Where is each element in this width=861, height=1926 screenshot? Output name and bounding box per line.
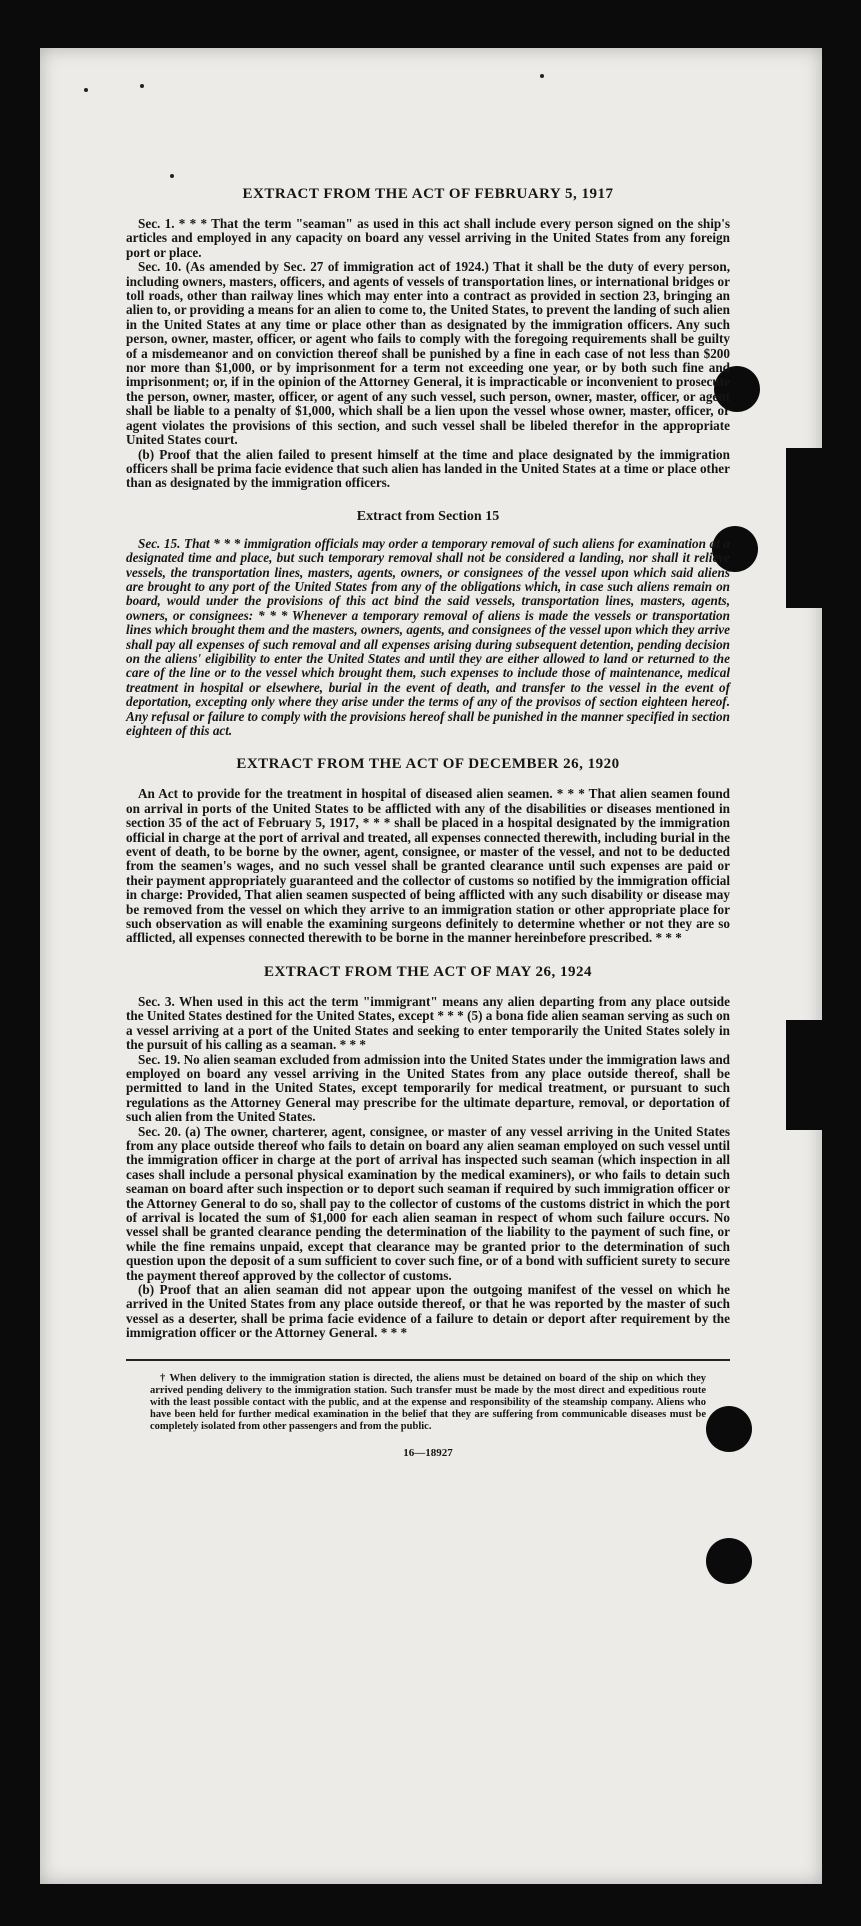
section-paragraph: (b) Proof that an alien seaman did not appear upon the outgoing manifest of the vessel on which he arrived in the United States from any place outside thereof, or that he was reported by the master of such vessel as a deserter, shall be prima facie evidence of a failure to detain or deport after requirement by the immigration officer or the Attorney General. * * * (126, 1282, 730, 1341)
section-paragraph: Sec. 15. That * * * immigration officials may order a temporary removal of such aliens for examination at a designated time and place, but such temporary removal shall not be considered a landing, nor shall it relieve vessels, the transportation lines, masters, agents, owners, or consignees of the vessel upon which said aliens are brought to any port of the United States from any of the obligations which, in case such aliens remain on board, would under the provisions of this act bind the said vessels, transportation lines, masters, agents, owners, or consignees: * * * Whenever a temporary removal of aliens is made the vessels or transportation lines which brought them and the masters, owners, agents, and consignees of the vessel upon which they arrive shall pay all expenses of such removal and all expenses arising during subsequent detention, pending decision on the aliens' eligibility to enter the United States and until they are either allowed to land or returned to the care of the line or to the vessel which brought them, such expenses to include those of maintenance, medical treatment in hospital or elsewhere, burial in the event of death, and transfer to the vessel in the event of deportation, excepting only where they arise under the terms of any of the provisos of section eighteen hereof. Any refusal or failure to comply with the provisions hereof shall be punished in the manner specified in section eighteen of this act. (126, 535, 730, 738)
footnote-divider (126, 1359, 730, 1361)
section-paragraph: Sec. 19. No alien seaman excluded from admission into the United States under the immigration laws and employed on board any vessel arriving in the United States from any place outside thereof, shall be permitted to land in the United States, except temporarily for medical treatment, or pursuant to such regulations as the Attorney General may prescribe for the ultimate departure, removal, or deportation of such alien from the United States. (126, 1051, 730, 1125)
section-paragraph: An Act to provide for the treatment in hospital of diseased alien seamen. * * * That alien seamen found on arrival in ports of the United States to be afflicted with any of the disabilities or diseases mentioned in section 35 of the act of February 5, 1917, * * * shall be placed in a hospital designated by the immigration official in charge at the port of arrival and treated, all expenses connected therewith, including burial in the event of death, to be borne by the owner, agent, consignee, or master of the vessel, and not to be deducted from the seamen's wages, and no such vessel shall be granted clearance until such expenses are paid or their payment appropriately guaranteed and the collector of customs so notified by the immigration official in charge: Provided, That alien seamen suspected of being afflicted with any such disability or disease may be removed from the vessel on which they arrive to an immigration station or other appropriate place for such observation as will enable the examining surgeons definitely to determine whether or not they are so afflicted, all expenses connected therewith to be borne in the manner hereinbefore prescribed. * * * (126, 786, 730, 946)
section-heading: EXTRACT FROM THE ACT OF MAY 26, 1924 (263, 963, 593, 980)
torn-edge (786, 448, 822, 608)
torn-edge (786, 1020, 822, 1130)
section-extract-15 (126, 509, 730, 739)
section-paragraph: (b) Proof that the alien failed to present himself at the time and place designated by the immigration officers shall be prima facie evidence that such alien has landed in the United States at a time or place other than as designated by the immigration officers. (126, 446, 730, 491)
speck-mark (170, 174, 174, 178)
speck-mark (540, 74, 544, 78)
section-act-1920 (126, 756, 730, 945)
section-act-1924 (126, 964, 730, 1341)
section-paragraph: Sec. 20. (a) The owner, charterer, agent, consignee, or master of any vessel arriving in the United States from any place outside thereof who fails to detain on board any alien seaman employed on such vessel until the immigration officer in charge at the port of arrival has inspected such seaman (which inspection in all cases shall include a personal physical examination by the medical examiners), or who fails to detain such seaman on board after such inspection or to deport such seaman if required by such immigration officer or the Attorney General to do so, shall pay to the collector of customs of the customs district in which the port of arrival is located the sum of $1,000 for each alien seaman in respect of whom such failure occurs. No vessel shall be granted clearance pending the determination of the liability to the payment of such fine, or while the fine remains unpaid, except that clearance may be granted prior to the determination of such question upon the deposit of a sum sufficient to cover such fine, or of a bond with sufficient surety to secure the payment thereof approved by the collector of customs. (126, 1123, 730, 1283)
section-heading: EXTRACT FROM THE ACT OF DECEMBER 26, 1920 (236, 756, 620, 773)
section-paragraph: Sec. 10. (As amended by Sec. 27 of immigration act of 1924.) That it shall be the duty of every person, including owners, masters, officers, and agents of vessels of transportation lines, or international bridges or toll roads, other than railway lines which may enter into a contract as provided in section 23, bringing an alien to, or providing a means for an alien to come to, the United States, to prevent the landing of such alien in the United States at any time or place other than as designated by the immigration officers. Any such person, owner, master, officer, or agent who fails to comply with the foregoing requirements shall be guilty of a misdemeanor and on conviction thereof shall be punished by a fine in each case of not less than $200 nor more than $1,000, or by imprisonment for a term not exceeding one year, or by both such fine and imprisonment; or, if in the opinion of the Attorney General, it is impracticable or inconvenient to prosecute the person, owner, master, officer, or agent of any such vessel, such person, owner, master, officer, or agent shall be liable to a penalty of $1,000, which shall be a lien upon the vessel whose owner, master, officer, or agent violates the provisions of this section, and such vessel shall be libeled therefor in the appropriate United States court. (126, 259, 730, 448)
section-act-1917 (126, 186, 730, 491)
document-body (126, 186, 730, 1459)
section-heading: EXTRACT FROM THE ACT OF FEBRUARY 5, 1917 (242, 186, 614, 202)
punch-hole (706, 1538, 752, 1584)
form-number: 16—18927 (403, 1446, 453, 1459)
section-paragraph: Sec. 1. * * * That the term "seaman" as used in this act shall include every person signed on the ship's articles and employed in any capacity on board any vessel arriving in the United States from any foreign port or place. (126, 216, 730, 260)
section-paragraph: Sec. 3. When used in this act the term "immigrant" means any alien departing from any place outside the United States destined for the United States, except * * * (5) a bona fide alien seaman serving as such on a vessel arriving at a port of the United States and seeking to enter temporarily the United States solely in the pursuit of his calling as a seaman. * * * (126, 993, 730, 1053)
footnote: † When delivery to the immigration station is directed, the aliens must be detained on board of the ship on which they arrived pending delivery to the immigration station. Such transfer must be made by the most direct and expeditious route with the least possible contact with the public, and at the expense and responsibility of the steamship company. Aliens who have been held for further medical examination in the belief that they are suffering from communicable diseases must be completely isolated from other passengers and from the public. (150, 1372, 706, 1432)
speck-mark (84, 88, 88, 92)
section-heading: Extract from Section 15 (356, 508, 500, 524)
speck-mark (140, 84, 144, 88)
